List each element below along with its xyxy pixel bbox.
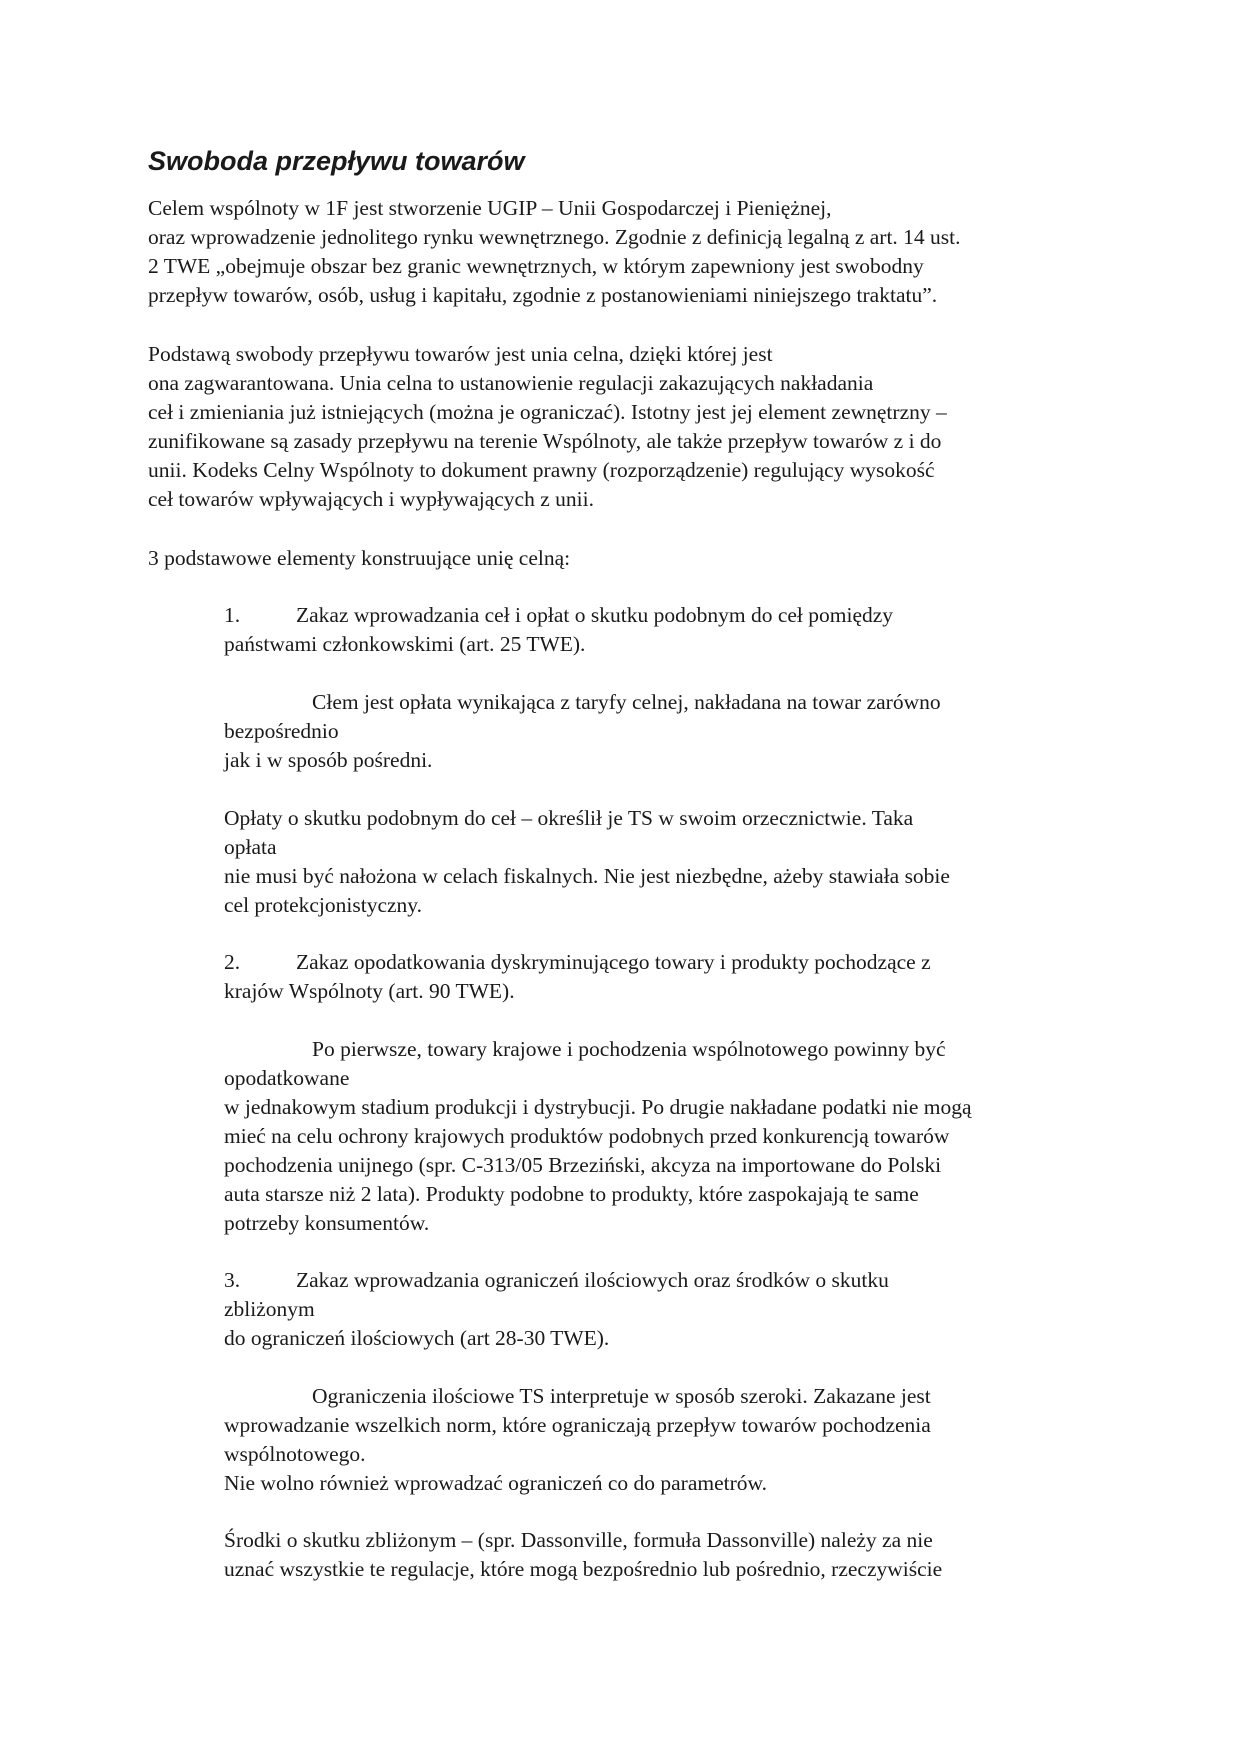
text-line: mieć na celu ochrony krajowych produktów podobnych przed konkurencją towarów xyxy=(224,1124,950,1148)
text-line: Zakaz wprowadzania ograniczeń ilościowych oraz środków o skutku xyxy=(296,1268,889,1292)
list-number: 1. xyxy=(224,603,241,627)
text-line: zbliżonym xyxy=(224,1297,315,1321)
text-line: ona zagwarantowana. Unia celna to ustanowienie regulacji zakazujących nakładania xyxy=(148,371,874,395)
list-intro: 3 podstawowe elementy konstruujące unię celną: xyxy=(148,546,571,570)
text-line: potrzeby konsumentów. xyxy=(224,1211,430,1235)
text-line: wprowadzanie wszelkich norm, które ograniczają przepływ towarów pochodzenia xyxy=(224,1413,931,1437)
text-line: 2 TWE „obejmuje obszar bez granic wewnętrznych, w którym zapewniony jest swobodny xyxy=(148,254,924,278)
text-line: Zakaz wprowadzania ceł i opłat o skutku podobnym do ceł pomiędzy xyxy=(296,603,894,627)
text-line: Celem wspólnoty w 1F jest stworzenie UGIP – Unii Gospodarczej i Pieniężnej, xyxy=(148,196,832,220)
text-line: Podstawą swobody przepływu towarów jest unia celna, dzięki której jest xyxy=(148,342,773,366)
list-number: 2. xyxy=(224,950,241,974)
text-line: Nie wolno również wprowadzać ograniczeń co do parametrów. xyxy=(224,1471,768,1495)
list-item-heading xyxy=(224,1270,889,1292)
text-line: krajów Wspólnoty (art. 90 TWE). xyxy=(224,979,515,1003)
text-line: bezpośrednio xyxy=(224,719,339,743)
text-line: auta starsze niż 2 lata). Produkty podobne to produkty, które zaspokajają te same xyxy=(224,1182,919,1206)
text-line: uznać wszystkie te regulacje, które mogą bezpośrednio lub pośrednio, rzeczywiście xyxy=(224,1557,943,1581)
text-line: opłata xyxy=(224,835,277,859)
list-item-heading xyxy=(224,605,893,627)
text-line: ceł towarów wpływających i wypływających z unii. xyxy=(148,487,594,511)
text-line: pochodzenia unijnego (spr. C-313/05 Brzeziński, akcyza na importowane do Polski xyxy=(224,1153,942,1177)
text-line: państwami członkowskimi (art. 25 TWE). xyxy=(224,632,586,656)
text-line: cel protekcjonistyczny. xyxy=(224,893,423,917)
text-line: opodatkowane xyxy=(224,1066,350,1090)
text-line: unii. Kodeks Celny Wspólnoty to dokument prawny (rozporządzenie) regulujący wysokość xyxy=(148,458,935,482)
document-title: Swoboda przepływu towarów xyxy=(148,146,525,176)
list-item-heading xyxy=(224,952,931,974)
text-line: w jednakowym stadium produkcji i dystrybucji. Po drugie nakładane podatki nie mogą xyxy=(224,1095,972,1119)
text-line: nie musi być nałożona w celach fiskalnych. Nie jest niezbędne, ażeby stawiała sobie xyxy=(224,864,950,888)
list-number: 3. xyxy=(224,1268,241,1292)
text-line: Po pierwsze, towary krajowe i pochodzenia wspólnotowego powinny być xyxy=(312,1037,946,1061)
text-line: wspólnotowego. xyxy=(224,1442,366,1466)
text-line: ceł i zmieniania już istniejących (można je ograniczać). Istotny jest jej element zewnętrzny – xyxy=(148,400,947,424)
text-line: oraz wprowadzenie jednolitego rynku wewnętrznego. Zgodnie z definicją legalną z art. 14 ust. xyxy=(148,225,961,249)
text-line: Opłaty o skutku podobnym do ceł – określił je TS w swoim orzecznictwie. Taka xyxy=(224,806,914,830)
text-line: Cłem jest opłata wynikająca z taryfy celnej, nakładana na towar zarówno xyxy=(312,690,941,714)
text-line: jak i w sposób pośredni. xyxy=(224,748,433,772)
text-line: Ograniczenia ilościowe TS interpretuje w sposób szeroki. Zakazane jest xyxy=(312,1384,931,1408)
text-line: przepływ towarów, osób, usług i kapitału, zgodnie z postanowieniami niniejszego traktatu”. xyxy=(148,283,938,307)
text-line: zunifikowane są zasady przepływu na terenie Wspólnoty, ale także przepływ towarów z i do xyxy=(148,429,942,453)
text-line: do ograniczeń ilościowych (art 28-30 TWE). xyxy=(224,1326,610,1350)
text-line: Zakaz opodatkowania dyskryminującego towary i produkty pochodzące z xyxy=(296,950,931,974)
text-line: Środki o skutku zbliżonym – (spr. Dassonville, formuła Dassonville) należy za nie xyxy=(224,1528,933,1552)
